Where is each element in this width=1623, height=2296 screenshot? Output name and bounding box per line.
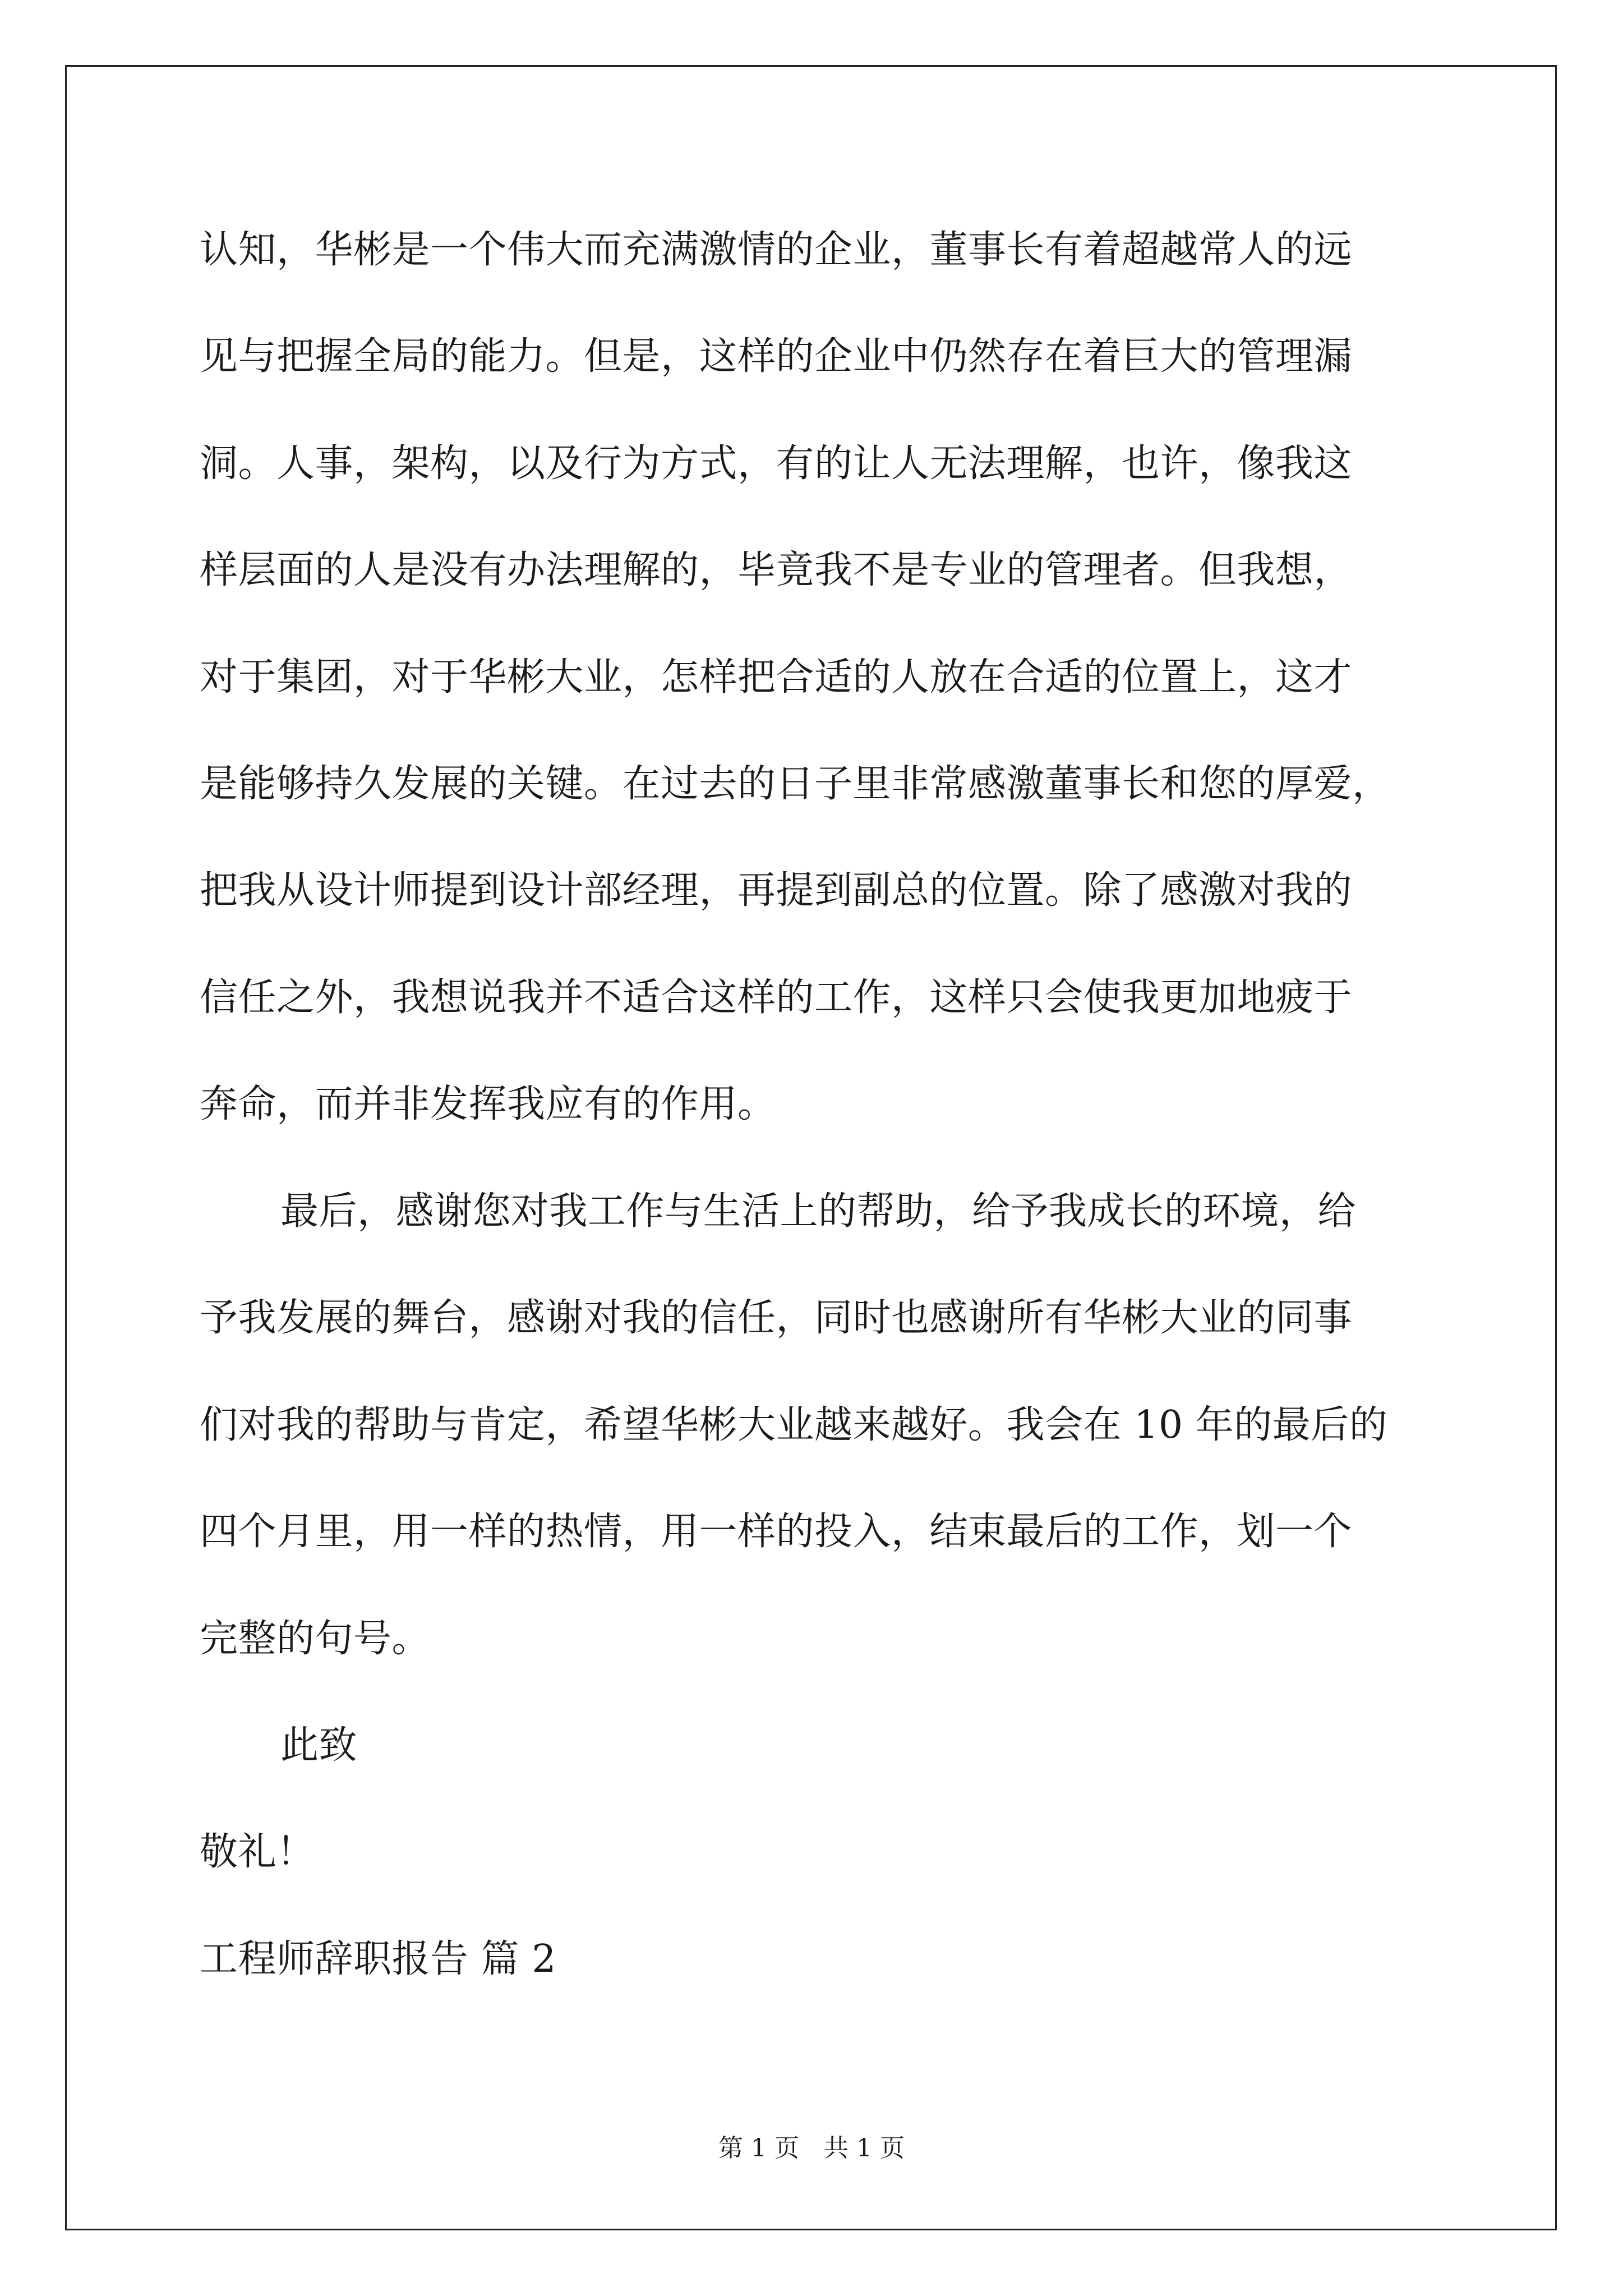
paragraph-first-line: 最后，感谢您对我工作与生活上的帮助，给予我成长的环境，给 <box>280 1189 1357 1234</box>
body-line: 见与把握全局的能力。但是，这样的企业中仍然存在着巨大的管理漏 <box>200 334 1353 379</box>
body-line: 对于集团，对于华彬大业，怎样把合适的人放在合适的位置上，这才 <box>200 655 1353 700</box>
closing-salutation: 此致 <box>280 1723 358 1768</box>
section-heading: 工程师辞职报告 篇 2 <box>200 1937 556 1981</box>
body-line: 把我从设计师提到设计部经理，再提到副总的位置。除了感激对我的 <box>200 868 1353 913</box>
body-line: 是能够持久发展的关键。在过去的日子里非常感激董事长和您的厚爱， <box>200 762 1391 806</box>
body-line: 洞。人事，架构，以及行为方式，有的让人无法理解，也许，像我这 <box>200 441 1353 486</box>
page-border <box>65 65 1557 2230</box>
body-line: 完整的句号。 <box>200 1617 431 1661</box>
body-line: 认知，华彬是一个伟大而充满激情的企业，董事长有着超越常人的远 <box>200 228 1353 272</box>
body-line: 信任之外，我想说我并不适合这样的工作，这样只会使我更加地疲于 <box>200 976 1353 1020</box>
closing-regards: 敬礼！ <box>200 1830 315 1874</box>
body-line: 们对我的帮助与肯定，希望华彬大业越来越好。我会在 10 年的最后的 <box>200 1403 1388 1447</box>
body-line: 样层面的人是没有办法理解的，毕竟我不是专业的管理者。但我想， <box>200 548 1353 592</box>
body-line: 予我发展的舞台，感谢对我的信任，同时也感谢所有华彬大业的同事 <box>200 1296 1353 1340</box>
body-line: 四个月里，用一样的热情，用一样的投入，结束最后的工作，划一个 <box>200 1510 1353 1554</box>
page-footer: 第 1 页 共 1 页 <box>718 2134 905 2162</box>
body-line: 奔命，而并非发挥我应有的作用。 <box>200 1082 776 1126</box>
